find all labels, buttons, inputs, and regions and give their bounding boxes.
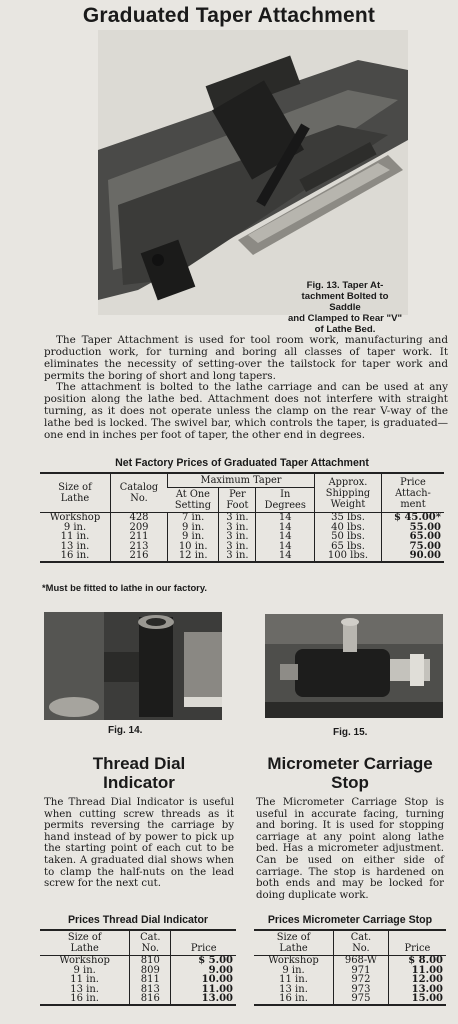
micrometer-stop-description (256, 797, 444, 901)
cell-size: 9 in. (282, 964, 305, 976)
cell-foot: 3 in. (219, 542, 256, 552)
micrometer-stop-description-text: The Micrometer Carriage Stop is useful in accurate facing, turning and boring. It is used for stopping carriage at any point along lathe bed. Has a micrometer adjustment. Can be used on either side of carriage. The stop is hardened on both ends and may be locked for doing duplicate work. (256, 797, 444, 901)
thread-dial-price-table (40, 929, 236, 1006)
cell-price: 75.00 (382, 542, 445, 552)
cell-weight: 100 lbs. (315, 551, 382, 562)
cell-price: $ 5.00 (171, 956, 236, 966)
cell-foot: 3 in. (219, 513, 256, 523)
micrometer-table-title: Prices Micrometer Carriage Stop (267, 914, 433, 926)
col-setting-header: At One Setting (168, 488, 219, 513)
cell-weight: 65 lbs. (315, 542, 382, 552)
table-row (40, 513, 444, 523)
cell-price: 13.00 (388, 985, 446, 995)
col-size-header: Size of Lathe (40, 473, 111, 513)
taper-price-table (40, 472, 444, 563)
micrometer-price-table (254, 929, 446, 1006)
cell-price: 13.00 (171, 994, 236, 1005)
table-row (40, 551, 444, 562)
cell-price: 65.00 (382, 532, 445, 542)
cell-price: 12.00 (388, 975, 446, 985)
cell-size: 9 in. (63, 521, 87, 533)
cell-size: 13 in. (279, 983, 308, 995)
cell-price: 9.00 (171, 966, 236, 976)
cell-price: $ 45.00* (382, 513, 445, 523)
thread-dial-table-title: Prices Thread Dial Indicator (67, 914, 209, 926)
cell-price: 55.00 (382, 523, 445, 533)
cell-size: 9 in. (73, 964, 96, 976)
taper-attachment-illustration (98, 30, 408, 315)
cell-cat: 975 (334, 994, 389, 1005)
micrometer-stop-heading-line: Stop (331, 773, 369, 792)
cell-degrees: 14 (256, 523, 315, 533)
col-cat-header: Cat. No. (130, 930, 171, 956)
cell-setting: 9 in. (168, 532, 219, 542)
col-price-header: Price (388, 930, 446, 956)
cell-cat: 813 (130, 985, 171, 995)
cell-size: 16 in. (70, 993, 99, 1004)
cell-foot: 3 in. (219, 532, 256, 542)
micrometer-header-row (254, 930, 446, 956)
col-price-header: Price Attach- ment (382, 473, 445, 513)
col-cat-header: Cat. No. (334, 930, 389, 956)
fig13-caption (285, 280, 405, 335)
cell-degrees: 14 (256, 551, 315, 562)
fig13-caption-line: and Clamped to Rear "V" (287, 313, 403, 324)
cell-cat: 973 (334, 985, 389, 995)
micrometer-stop-illustration (265, 614, 443, 718)
taper-footnote: *Must be fitted to lathe in our factory. (42, 582, 207, 593)
col-max-taper-header: Maximum Taper (168, 473, 315, 488)
cell-cat: 972 (334, 975, 389, 985)
cell-size: 13 in. (70, 983, 99, 995)
cell-price: $ 8.00 (388, 956, 446, 966)
fig13-caption-line: Fig. 13. Taper At- (306, 280, 384, 291)
cell-cat: 971 (334, 966, 389, 976)
micrometer-stop-heading-line: Micrometer Carriage (267, 754, 433, 773)
intro-paragraph-2-text: The attachment is bolted to the lathe carriage and can be used at any position along the lathe bed. Attachment does not interfere with straight turning, as it does not operate unless the clamp on the rear V-way of the lathe bed is locked. The swivel bar, which controls the taper, is graduated—one end in inches per foot of taper, the other end in degrees. (44, 381, 448, 441)
cell-weight: 50 lbs. (315, 532, 382, 542)
table-row (40, 994, 236, 1005)
col-catalog-header: Catalog No. (111, 473, 168, 513)
cell-price: 11.00 (388, 966, 446, 976)
cell-size: 11 in. (60, 531, 90, 542)
thread-dial-header-row (40, 930, 236, 956)
table-row (254, 994, 446, 1005)
col-price-header: Price (171, 930, 236, 956)
cell-size: Workshop (59, 955, 110, 966)
fig13-caption-line: of Lathe Bed. (314, 324, 376, 335)
cell-catalog: 216 (111, 551, 168, 562)
col-foot-header: Per Foot (219, 488, 256, 513)
cell-catalog: 428 (111, 513, 168, 523)
intro-paragraph-2 (44, 381, 448, 441)
cell-weight: 35 lbs. (315, 513, 382, 523)
micrometer-stop-photo (265, 614, 443, 718)
fig14-label: Fig. 14. (108, 725, 143, 736)
thread-dial-illustration (44, 612, 222, 720)
table-row (254, 956, 446, 966)
cell-cat: 810 (130, 956, 171, 966)
cell-catalog: 213 (111, 542, 168, 552)
cell-degrees: 14 (256, 542, 315, 552)
cell-weight: 40 lbs. (315, 523, 382, 533)
thread-dial-description (44, 797, 234, 890)
cell-price: 90.00 (382, 551, 445, 562)
cell-catalog: 211 (111, 532, 168, 542)
cell-size: 13 in. (60, 540, 90, 552)
cell-setting: 7 in. (168, 513, 219, 523)
cell-degrees: 14 (256, 532, 315, 542)
taper-attachment-photo (98, 30, 408, 315)
cell-size: 11 in. (279, 974, 308, 985)
page-title: Graduated Taper Attachment (82, 4, 376, 27)
cell-foot: 3 in. (219, 523, 256, 533)
col-weight-header: Approx. Shipping Weight (315, 473, 382, 513)
thread-dial-heading (44, 754, 234, 792)
cell-size: 16 in. (279, 993, 308, 1004)
cell-cat: 968-W (334, 956, 389, 966)
taper-table-header-row (40, 473, 444, 488)
cell-setting: 10 in. (168, 542, 219, 552)
fig13-caption-line: tachment Bolted to Saddle (301, 291, 389, 313)
cell-size: 11 in. (70, 974, 99, 985)
cell-cat: 809 (130, 966, 171, 976)
cell-price: 11.00 (171, 985, 236, 995)
cell-setting: 12 in. (168, 551, 219, 562)
intro-paragraph-1 (44, 334, 448, 382)
cell-cat: 811 (130, 975, 171, 985)
cell-price: 10.00 (171, 975, 236, 985)
cell-size: Workshop (268, 955, 319, 966)
cell-catalog: 209 (111, 523, 168, 533)
intro-paragraph-1-text: The Taper Attachment is used for tool room work, manufacturing and production work, for turning and boring all classes of taper work. It eliminates the necessity of setting-over the tailstock for taper work and permits the boring of short and long tapers. (44, 334, 448, 382)
cell-cat: 816 (130, 994, 171, 1005)
col-size-header: Size of Lathe (254, 930, 334, 956)
cell-price: 15.00 (388, 994, 446, 1005)
cell-setting: 9 in. (168, 523, 219, 533)
cell-size: 16 in. (60, 550, 90, 561)
cell-degrees: 14 (256, 513, 315, 523)
col-degrees-header: In Degrees (256, 488, 315, 513)
taper-table-title: Net Factory Prices of Graduated Taper Attachment (115, 457, 369, 469)
fig15-label: Fig. 15. (333, 727, 368, 738)
col-size-header: Size of Lathe (40, 930, 130, 956)
cell-size: Workshop (49, 512, 101, 523)
thread-dial-heading-line: Thread Dial (92, 754, 186, 773)
thread-dial-description-text: The Thread Dial Indicator is useful when cutting screw threads as it permits reversing the carriage by hand instead of by power to pick up the starting point of each cut to be taken. A graduated dial shows when to clamp the half-nuts on the lead screw for the next cut. (44, 797, 234, 890)
micrometer-stop-heading (250, 754, 450, 792)
thread-dial-photo (44, 612, 222, 720)
thread-dial-heading-line: Indicator (103, 773, 175, 792)
table-row (40, 956, 236, 966)
cell-foot: 3 in. (219, 551, 256, 562)
